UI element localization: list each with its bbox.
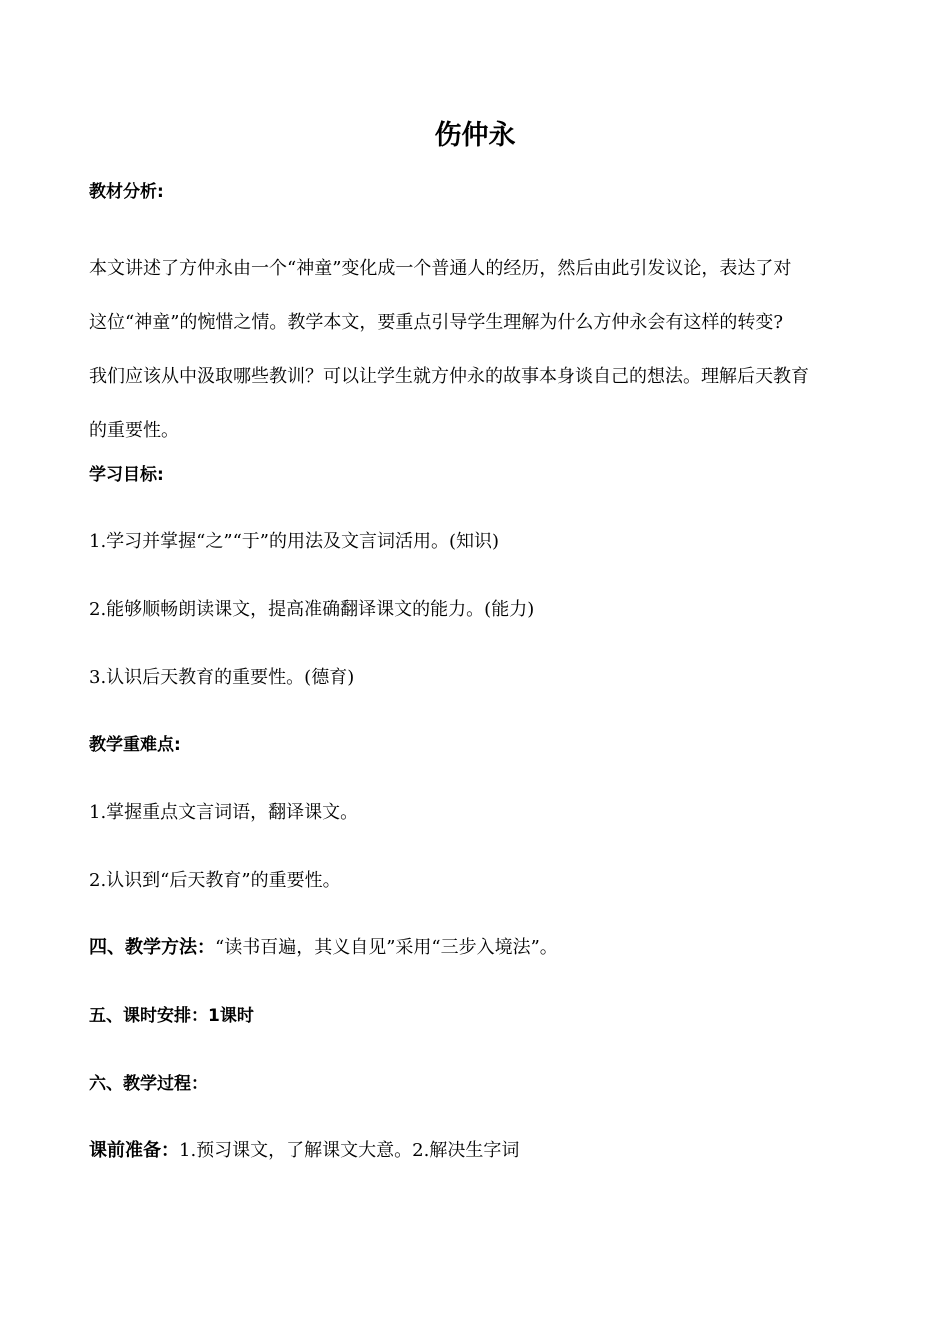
schedule-line: 五、课时安排：1课时 bbox=[89, 1006, 254, 1026]
goal-item: 3.认识后天教育的重要性。(德育) bbox=[89, 667, 355, 688]
goal-item: 2.能够顺畅朗读课文，提高准确翻译课文的能力。(能力) bbox=[89, 599, 535, 620]
analysis-line: 这位“神童”的惋惜之情。教学本文，要重点引导学生理解为什么方仲永会有这样的转变? bbox=[89, 312, 784, 333]
key-point-item: 2.认识到“后天教育”的重要性。 bbox=[89, 870, 341, 891]
key-point-item: 1.掌握重点文言词语，翻译课文。 bbox=[89, 802, 359, 823]
analysis-line: 的重要性。 bbox=[89, 420, 179, 441]
teaching-method-text: “读书百遍，其义自见”采用“三步入境法”。 bbox=[215, 937, 558, 958]
teaching-method-label: 四、教学方法： bbox=[89, 937, 215, 958]
prep-text: 1.预习课文，了解课文大意。2.解决生字词 bbox=[179, 1140, 520, 1161]
key-points-heading: 教学重难点: bbox=[89, 735, 181, 755]
goals-heading: 学习目标: bbox=[89, 465, 164, 485]
document-title: 伤仲永 bbox=[434, 120, 516, 151]
prep-label: 课前准备： bbox=[89, 1140, 179, 1161]
teaching-method-line bbox=[89, 933, 869, 963]
goal-item: 1.学习并掌握“之”“于”的用法及文言词活用。(知识) bbox=[89, 531, 500, 552]
analysis-line: 我们应该从中汲取哪些教训？可以让学生就方仲永的故事本身谈自己的想法。理解后天教育 bbox=[89, 366, 809, 387]
process-heading: 六、教学过程： bbox=[89, 1074, 208, 1094]
analysis-paragraph bbox=[89, 242, 859, 458]
analysis-heading: 教材分析: bbox=[89, 182, 164, 202]
analysis-line: 本文讲述了方仲永由一个“神童”变化成一个普通人的经历，然后由此引发议论，表达了对 bbox=[89, 258, 792, 279]
prep-line bbox=[89, 1136, 869, 1166]
